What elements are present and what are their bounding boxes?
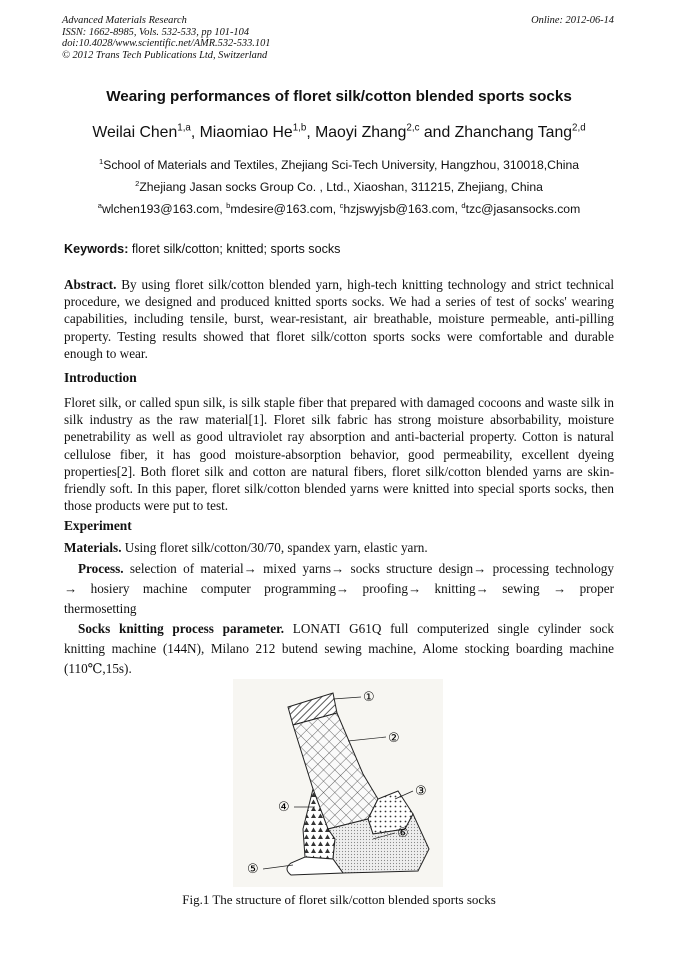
author-separator: , xyxy=(306,124,316,141)
journal-header-info xyxy=(62,15,270,61)
figure-label-5: ⑤ xyxy=(247,862,259,877)
param-line-2: knitting machine (144N), Milano 212 butend sewing machine, Alome stocking boarding machine xyxy=(64,641,614,656)
email-mark: c xyxy=(339,200,344,210)
param-line-3: (110℃,15s). xyxy=(64,661,132,676)
keywords xyxy=(64,242,340,256)
figure-label-6: ⑥ xyxy=(397,826,409,841)
param-text: LONATI G61Q full computerized single cylinder sock xyxy=(284,621,614,636)
author-emails xyxy=(0,202,678,216)
leader-line-2 xyxy=(348,737,386,741)
author-name: Maoyi Zhang xyxy=(315,124,407,141)
author-separator: and xyxy=(419,124,455,141)
email-mark: b xyxy=(226,200,231,210)
author-affiliation-mark: 2,c xyxy=(406,122,420,134)
email-address: hzjswyjsb@163.com, xyxy=(343,202,462,216)
figure-label-2: ② xyxy=(388,731,400,746)
figure-label-1: ① xyxy=(363,690,375,705)
author-name: Weilai Chen xyxy=(92,124,178,141)
param-label: Socks knitting process parameter. xyxy=(78,621,285,636)
email-mark: a xyxy=(97,200,102,210)
materials-label: Materials. xyxy=(64,540,122,555)
author-list xyxy=(0,124,678,142)
author-affiliation-mark: 1,a xyxy=(177,122,191,134)
figure-label-3: ③ xyxy=(415,784,427,799)
process-line-3: thermosetting xyxy=(64,601,137,616)
figure-label-4: ④ xyxy=(278,800,290,815)
process-line-1 xyxy=(78,560,614,577)
abstract-label: Abstract. xyxy=(64,277,117,292)
process-line-2: → hosiery machine computer programming→ proofing→ knitting→ sewing → proper xyxy=(64,581,614,596)
issn-line: ISSN: 1662-8985, Vols. 532-533, pp 101-104 xyxy=(62,26,250,38)
section-heading-introduction: Introduction xyxy=(64,370,137,385)
author-name: Miaomiao He xyxy=(199,124,293,141)
email-mark: d xyxy=(461,200,466,210)
author-name: Zhanchang Tang xyxy=(454,124,573,141)
leader-line-1 xyxy=(333,697,361,699)
figure-caption: Fig.1 The structure of floret silk/cotton blended sports socks xyxy=(182,892,496,907)
affiliation-mark: 2 xyxy=(135,178,140,188)
author-affiliation-mark: 1,b xyxy=(292,122,307,134)
affiliation-2 xyxy=(0,180,678,194)
affiliation-text: Zhejiang Jasan socks Group Co. , Ltd., Xiaoshan, 311215, Zhejiang, China xyxy=(139,180,543,194)
process-label: Process. xyxy=(78,561,124,576)
author-affiliation-mark: 2,d xyxy=(572,122,586,134)
sock-leg-region xyxy=(293,713,378,829)
copyright-line: © 2012 Trans Tech Publications Ltd, Switzerland xyxy=(62,49,268,61)
keywords-text: floret silk/cotton; knitted; sports socks xyxy=(128,242,341,256)
materials-paragraph xyxy=(64,539,614,556)
abstract xyxy=(64,276,614,362)
affiliation-mark: 1 xyxy=(99,156,104,166)
process-text: selection of material→ mixed yarns→ socks structure design→ processing technology xyxy=(123,561,614,576)
section-heading-experiment: Experiment xyxy=(64,518,132,533)
abstract-text: By using floret silk/cotton blended yarn, high-tech knitting technology and strict technical procedure, we designed and produced knitted sports socks. We had a series of test of socks' wearing capabilities, including tensile, burst, wear-resistant, air breathable, moisture permeable, anti-pilling property. Testing results showed that floret silk/cotton sports socks were comfortable and durable enough to wear. xyxy=(64,277,614,361)
introduction-text: Floret silk, or called spun silk, is silk staple fiber that prepared with damaged cocoons and waste silk in silk industry as the raw material[1]. Floret silk fabric has strong moisture absorbability, moisture penetrability as well as good ultraviolet ray absorption and anti-bacterial property. Cotton is natural cellulose fiber, it has good moisture-absorption behavior, good permeability, excellent dyeing properties[2]. Both floret silk and cotton are natural fibers, floret silk/cotton blended yarns are skin-friendly soft. In this paper, floret silk/cotton blended yarns were knitted into special sports socks, then those products were put to test. xyxy=(64,395,614,514)
email-address: tzc@jasansocks.com xyxy=(465,202,581,216)
sock-structure-figure xyxy=(233,679,443,887)
email-address: wlchen193@163.com, xyxy=(101,202,227,216)
sock-diagram xyxy=(233,679,443,887)
author-separator: , xyxy=(190,124,200,141)
param-line-1 xyxy=(78,620,614,637)
paper-title: Wearing performances of floret silk/cotton blended sports socks xyxy=(106,88,572,105)
affiliation-1 xyxy=(0,158,678,172)
email-address: mdesire@163.com, xyxy=(230,202,340,216)
journal-name: Advanced Materials Research xyxy=(62,15,187,26)
doi-line: doi:10.4028/www.scientific.net/AMR.532-533.101 xyxy=(62,38,271,50)
materials-text: Using floret silk/cotton/30/70, spandex yarn, elastic yarn. xyxy=(121,540,428,555)
keywords-label: Keywords: xyxy=(64,242,129,256)
online-date: Online: 2012-06-14 xyxy=(531,15,614,26)
affiliation-text: School of Materials and Textiles, Zhejiang Sci-Tech University, Hangzhou, 310018,China xyxy=(103,158,579,172)
